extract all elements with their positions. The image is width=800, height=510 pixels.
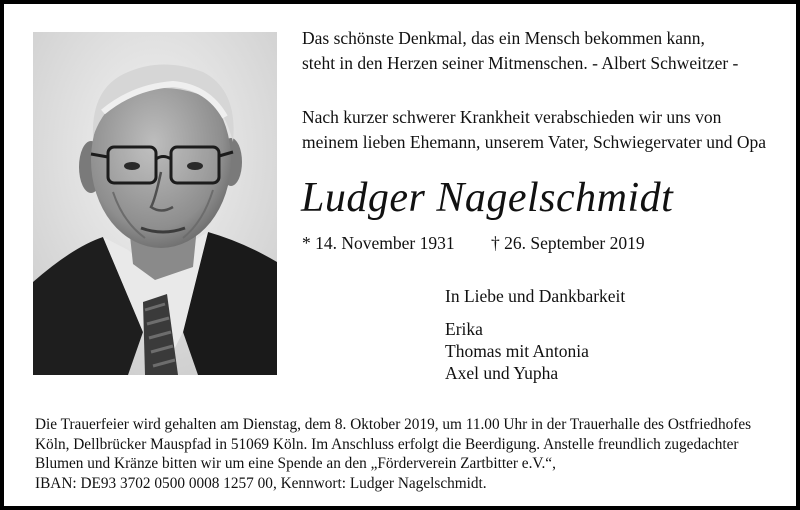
mourners-block xyxy=(445,285,625,384)
notice-line: IBAN: DE93 3702 0500 0008 1257 00, Kennwort: Ludger Nagelschmidt. xyxy=(35,475,487,493)
deceased-name: Ludger Nagelschmidt xyxy=(301,175,674,221)
farewell-intro xyxy=(302,105,792,155)
intro-line: Nach kurzer schwerer Krankheit verabschieden wir uns von xyxy=(302,107,722,127)
birth-date: * 14. November 1931 xyxy=(302,233,455,253)
portrait-illustration xyxy=(33,32,277,375)
notice-line: Köln, Dellbrücker Mauspfad in 51069 Köln. Im Anschluss erfolgt die Beerdigung. Anstelle freundlich zugedachter xyxy=(35,435,739,453)
mourner-name: Axel und Yupha xyxy=(445,363,559,383)
thanks-line: In Liebe und Dankbarkeit xyxy=(445,286,626,306)
mourner-name: Erika xyxy=(445,319,483,339)
quote-line: Das schönste Denkmal, das ein Mensch bekommen kann, xyxy=(302,28,705,48)
quote-line: steht in den Herzen seiner Mitmenschen. - Albert Schweitzer - xyxy=(302,53,739,73)
funeral-notice xyxy=(35,415,795,494)
life-dates xyxy=(302,233,645,254)
death-date: † 26. September 2019 xyxy=(491,233,645,253)
portrait-photo xyxy=(33,32,277,375)
notice-line: Blumen und Kränze bitten wir um eine Spende an den „Förderverein Zartbitter e.V.“, xyxy=(35,455,556,473)
schweitzer-quote xyxy=(302,26,782,76)
notice-line: Die Trauerfeier wird gehalten am Dienstag, dem 8. Oktober 2019, um 11.00 Uhr in der Trauerhalle des Ostfriedhofes xyxy=(35,416,752,433)
mourner-name: Thomas mit Antonia xyxy=(445,341,589,361)
intro-line: meinem lieben Ehemann, unserem Vater, Schwiegervater und Opa xyxy=(302,132,767,152)
